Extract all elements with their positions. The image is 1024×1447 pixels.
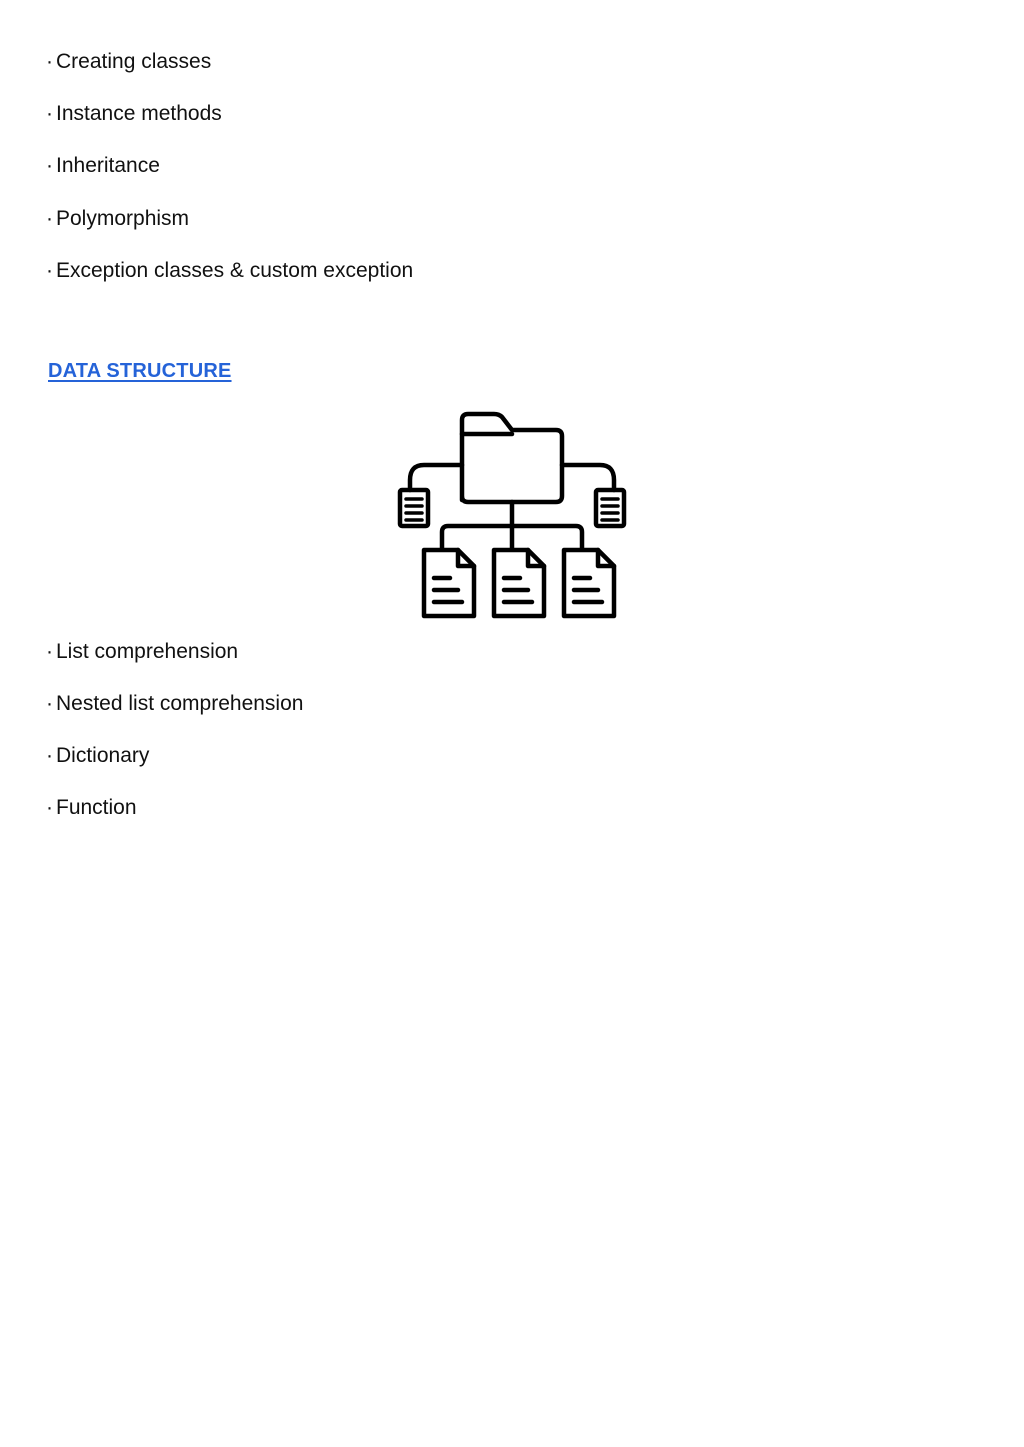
list-item-text: Instance methods [56, 102, 222, 126]
document-icon [424, 550, 474, 616]
list-item [46, 794, 303, 846]
list-item-text: List comprehension [56, 640, 239, 663]
list-item-text: Creating classes [56, 50, 212, 73]
small-document-icon [596, 490, 624, 526]
bullet: · [46, 744, 53, 767]
data-structure-topic-list [46, 638, 303, 846]
list-item [46, 742, 303, 794]
list-item [46, 100, 413, 152]
list-item [46, 257, 413, 309]
list-item [46, 205, 413, 257]
document-icon [494, 550, 544, 616]
bullet: · [46, 692, 53, 715]
oop-topic-list [46, 48, 413, 309]
list-item-text: Dictionary [56, 744, 150, 767]
bullet: · [46, 258, 53, 282]
bullet: · [46, 796, 53, 819]
list-item [46, 152, 413, 204]
bullet: · [46, 154, 53, 178]
folder-icon [462, 414, 562, 502]
connector-line [562, 465, 614, 490]
bullet: · [46, 102, 53, 126]
list-item [46, 638, 303, 690]
list-item-text: Nested list comprehension [56, 692, 304, 715]
document-icon [564, 550, 614, 616]
list-item [46, 48, 413, 100]
list-item [46, 690, 303, 742]
connector-line [410, 465, 462, 490]
list-item-text: Polymorphism [56, 206, 190, 230]
bullet: · [46, 206, 53, 230]
list-item-text: Function [56, 796, 137, 819]
folder-hierarchy-icon [396, 410, 628, 620]
connector-line [442, 502, 582, 548]
data-structure-heading[interactable]: DATA STRUCTURE [48, 360, 232, 382]
small-document-icon [400, 490, 428, 526]
bullet: · [46, 640, 53, 663]
list-item-text: Inheritance [56, 154, 160, 178]
bullet: · [46, 50, 53, 73]
list-item-text: Exception classes & custom exception [56, 258, 414, 282]
